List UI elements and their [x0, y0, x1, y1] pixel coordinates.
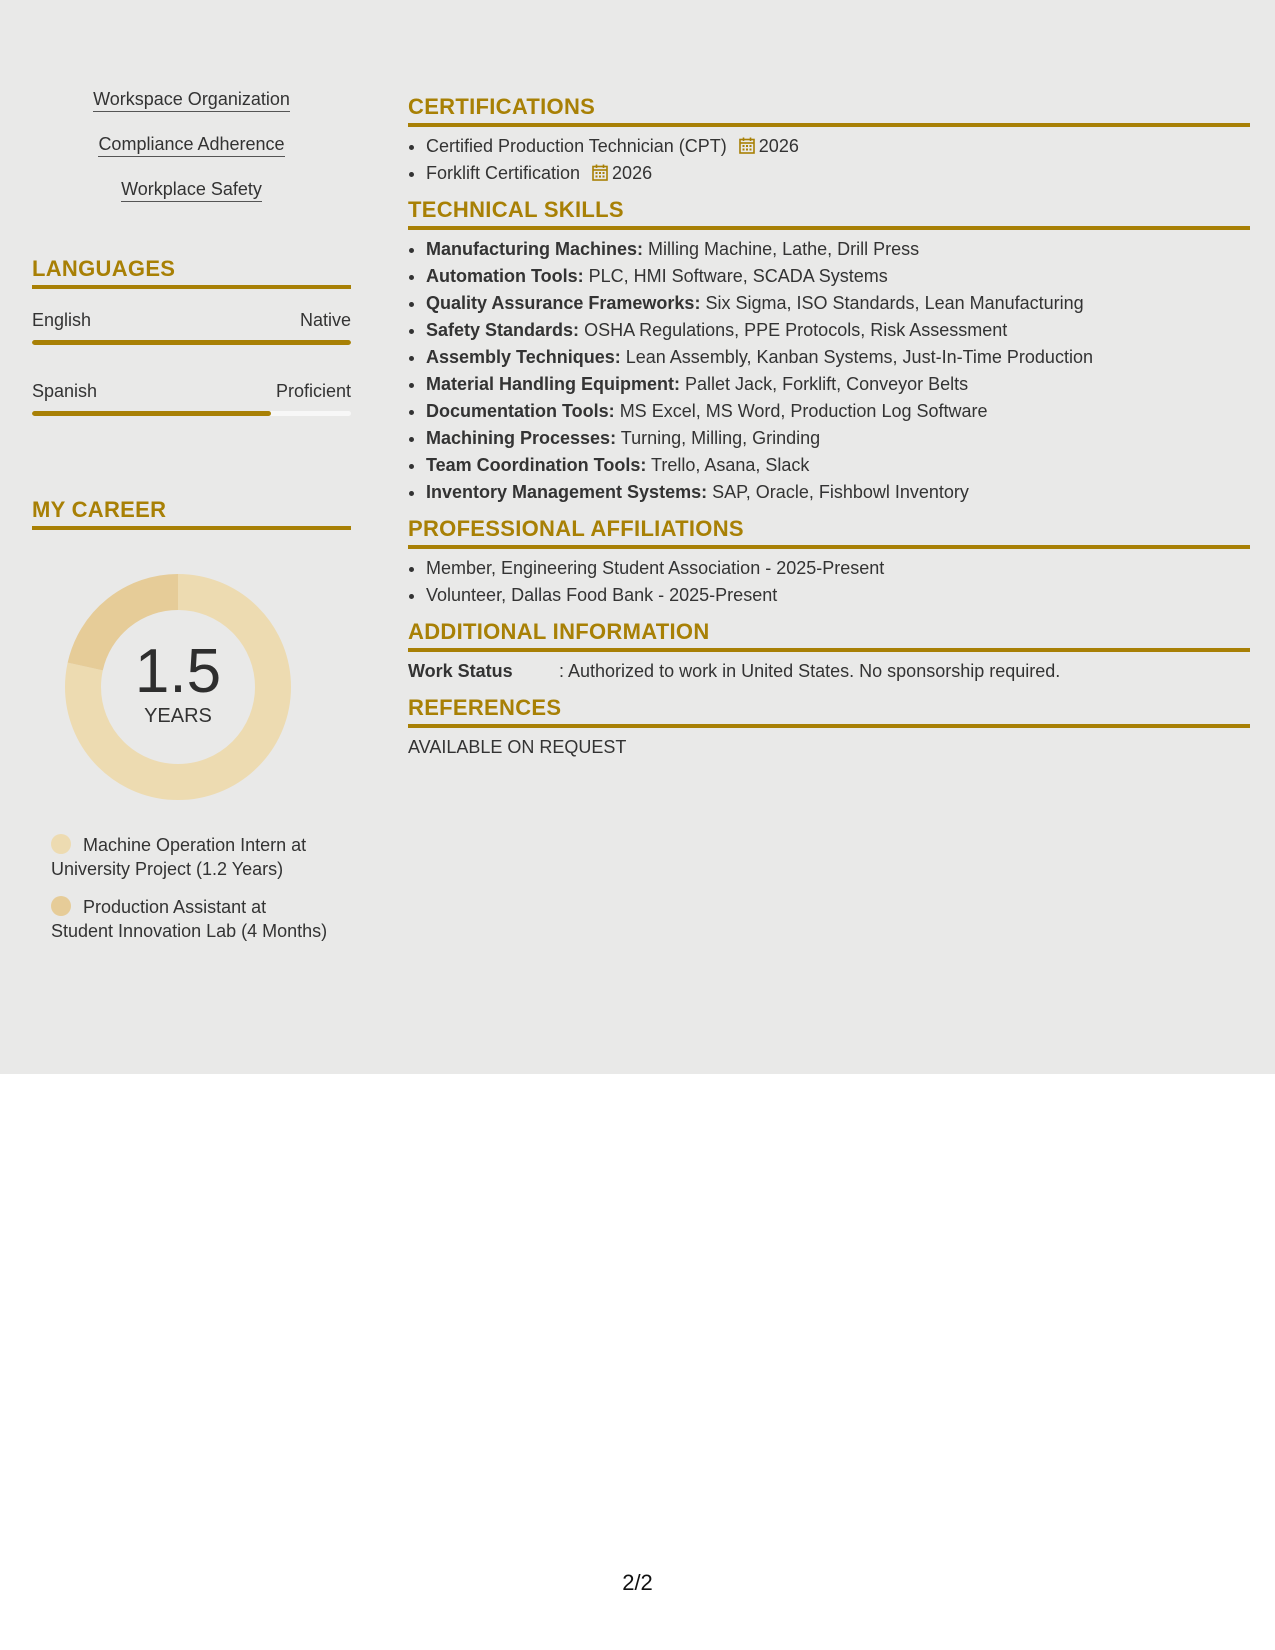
career-title: MY CAREER [32, 497, 351, 530]
certification-year: 2026 [758, 136, 799, 156]
references-section [408, 695, 1250, 761]
technical-skill-item [426, 344, 1250, 371]
skill-values: Turning, Milling, Grinding [620, 428, 821, 448]
affiliations-list [408, 555, 1250, 609]
certification-year: 2026 [612, 163, 653, 183]
donut-center [65, 574, 291, 800]
skill-category: Inventory Management Systems: [426, 482, 708, 502]
affiliation-item: • Member, Engineering Student Association - 2025-Present [426, 555, 1250, 582]
skill-category: Machining Processes: [426, 428, 617, 448]
affiliations-title: PROFESSIONAL AFFILIATIONS [408, 516, 1250, 549]
soft-skills-list [32, 88, 351, 223]
skill-values: Lean Assembly, Kanban Systems, Just-In-Time Production [625, 347, 1093, 367]
references-title: REFERENCES [408, 695, 1250, 728]
skill-category: Quality Assurance Frameworks: [426, 293, 701, 313]
skill-tag: Workspace Organization [93, 88, 290, 112]
certification-name: Certified Production Technician (CPT) [426, 136, 727, 156]
certification-name: Forklift Certification [426, 163, 581, 183]
career-section [32, 497, 351, 941]
skill-category: Assembly Techniques: [426, 347, 621, 367]
skill-tag: Workplace Safety [121, 178, 262, 202]
skill-values: Milling Machine, Lathe, Drill Press [648, 239, 920, 259]
skill-values: Trello, Asana, Slack [651, 455, 810, 475]
calendar-icon [739, 135, 755, 152]
skill-values: Pallet Jack, Forklift, Conveyor Belts [685, 374, 969, 394]
language-row [32, 309, 351, 331]
technical-skill-item [426, 398, 1250, 425]
technical-skills-title: TECHNICAL SKILLS [408, 197, 1250, 230]
work-status-key: Work Status [408, 661, 513, 681]
additional-info-section [408, 619, 1250, 685]
skill-values: Six Sigma, ISO Standards, Lean Manufacturing [705, 293, 1084, 313]
language-bar [32, 411, 351, 416]
language-name: English [32, 310, 92, 330]
skill-values: MS Excel, MS Word, Production Log Software [619, 401, 988, 421]
languages-title: LANGUAGES [32, 256, 351, 289]
language-bar [32, 340, 351, 345]
technical-skill-item [426, 290, 1250, 317]
skill-values: OSHA Regulations, PPE Protocols, Risk Assessment [584, 320, 1008, 340]
skill-values: SAP, Oracle, Fishbowl Inventory [712, 482, 969, 502]
additional-info-title: ADDITIONAL INFORMATION [408, 619, 1250, 652]
career-legend-label: Machine Operation Intern at University Project (1.2 Years) [51, 835, 307, 879]
page-number: 2/2 [622, 1570, 653, 1595]
language-level: Proficient [275, 381, 351, 401]
certifications-title: CERTIFICATIONS [408, 94, 1250, 127]
legend-dot-icon [51, 896, 71, 916]
certification-item [426, 160, 1250, 187]
technical-skill-item [426, 371, 1250, 398]
language-name: Spanish [32, 381, 98, 401]
languages-section [32, 256, 351, 416]
career-years-unit: YEARS [144, 705, 212, 727]
skill-category: Documentation Tools: [426, 401, 615, 421]
skill-tag: Compliance Adherence [98, 133, 284, 157]
affiliations-section [408, 516, 1250, 609]
career-legend-label: Production Assistant at Student Innovation Lab (4 Months) [51, 897, 328, 941]
work-status-value: : Authorized to work in United States. No sponsorship required. [559, 661, 1061, 681]
language-bar-fill [32, 411, 271, 416]
skill-category: Material Handling Equipment: [426, 374, 681, 394]
career-legend [51, 833, 331, 957]
skill-category: Automation Tools: [426, 266, 584, 286]
career-donut-chart [65, 574, 291, 800]
technical-skill-item [426, 263, 1250, 290]
certifications-list [408, 133, 1250, 187]
affiliation-item: • Volunteer, Dallas Food Bank - 2025-Present [426, 582, 1250, 609]
technical-skill-item [426, 425, 1250, 452]
technical-skill-item [426, 236, 1250, 263]
references-text: AVAILABLE ON REQUEST [408, 737, 627, 757]
technical-skill-item [426, 452, 1250, 479]
calendar-icon [592, 162, 608, 179]
technical-skill-item [426, 317, 1250, 344]
technical-skills-list [408, 236, 1250, 506]
skill-values: PLC, HMI Software, SCADA Systems [588, 266, 888, 286]
language-bar-fill [32, 340, 351, 345]
certification-item [426, 133, 1250, 160]
career-legend-item [51, 833, 331, 881]
career-legend-item [51, 895, 331, 943]
skill-category: Team Coordination Tools: [426, 455, 647, 475]
skill-category: Safety Standards: [426, 320, 580, 340]
career-years-value: 1.5 [134, 637, 222, 706]
legend-dot-icon [51, 834, 71, 854]
certifications-section [408, 94, 1250, 187]
language-level: Native [299, 310, 351, 330]
technical-skills-section [408, 197, 1250, 506]
skill-category: Manufacturing Machines: [426, 239, 644, 259]
technical-skill-item [426, 479, 1250, 506]
work-status-row [408, 658, 1250, 685]
right-column [408, 94, 1250, 771]
language-row [32, 380, 351, 402]
